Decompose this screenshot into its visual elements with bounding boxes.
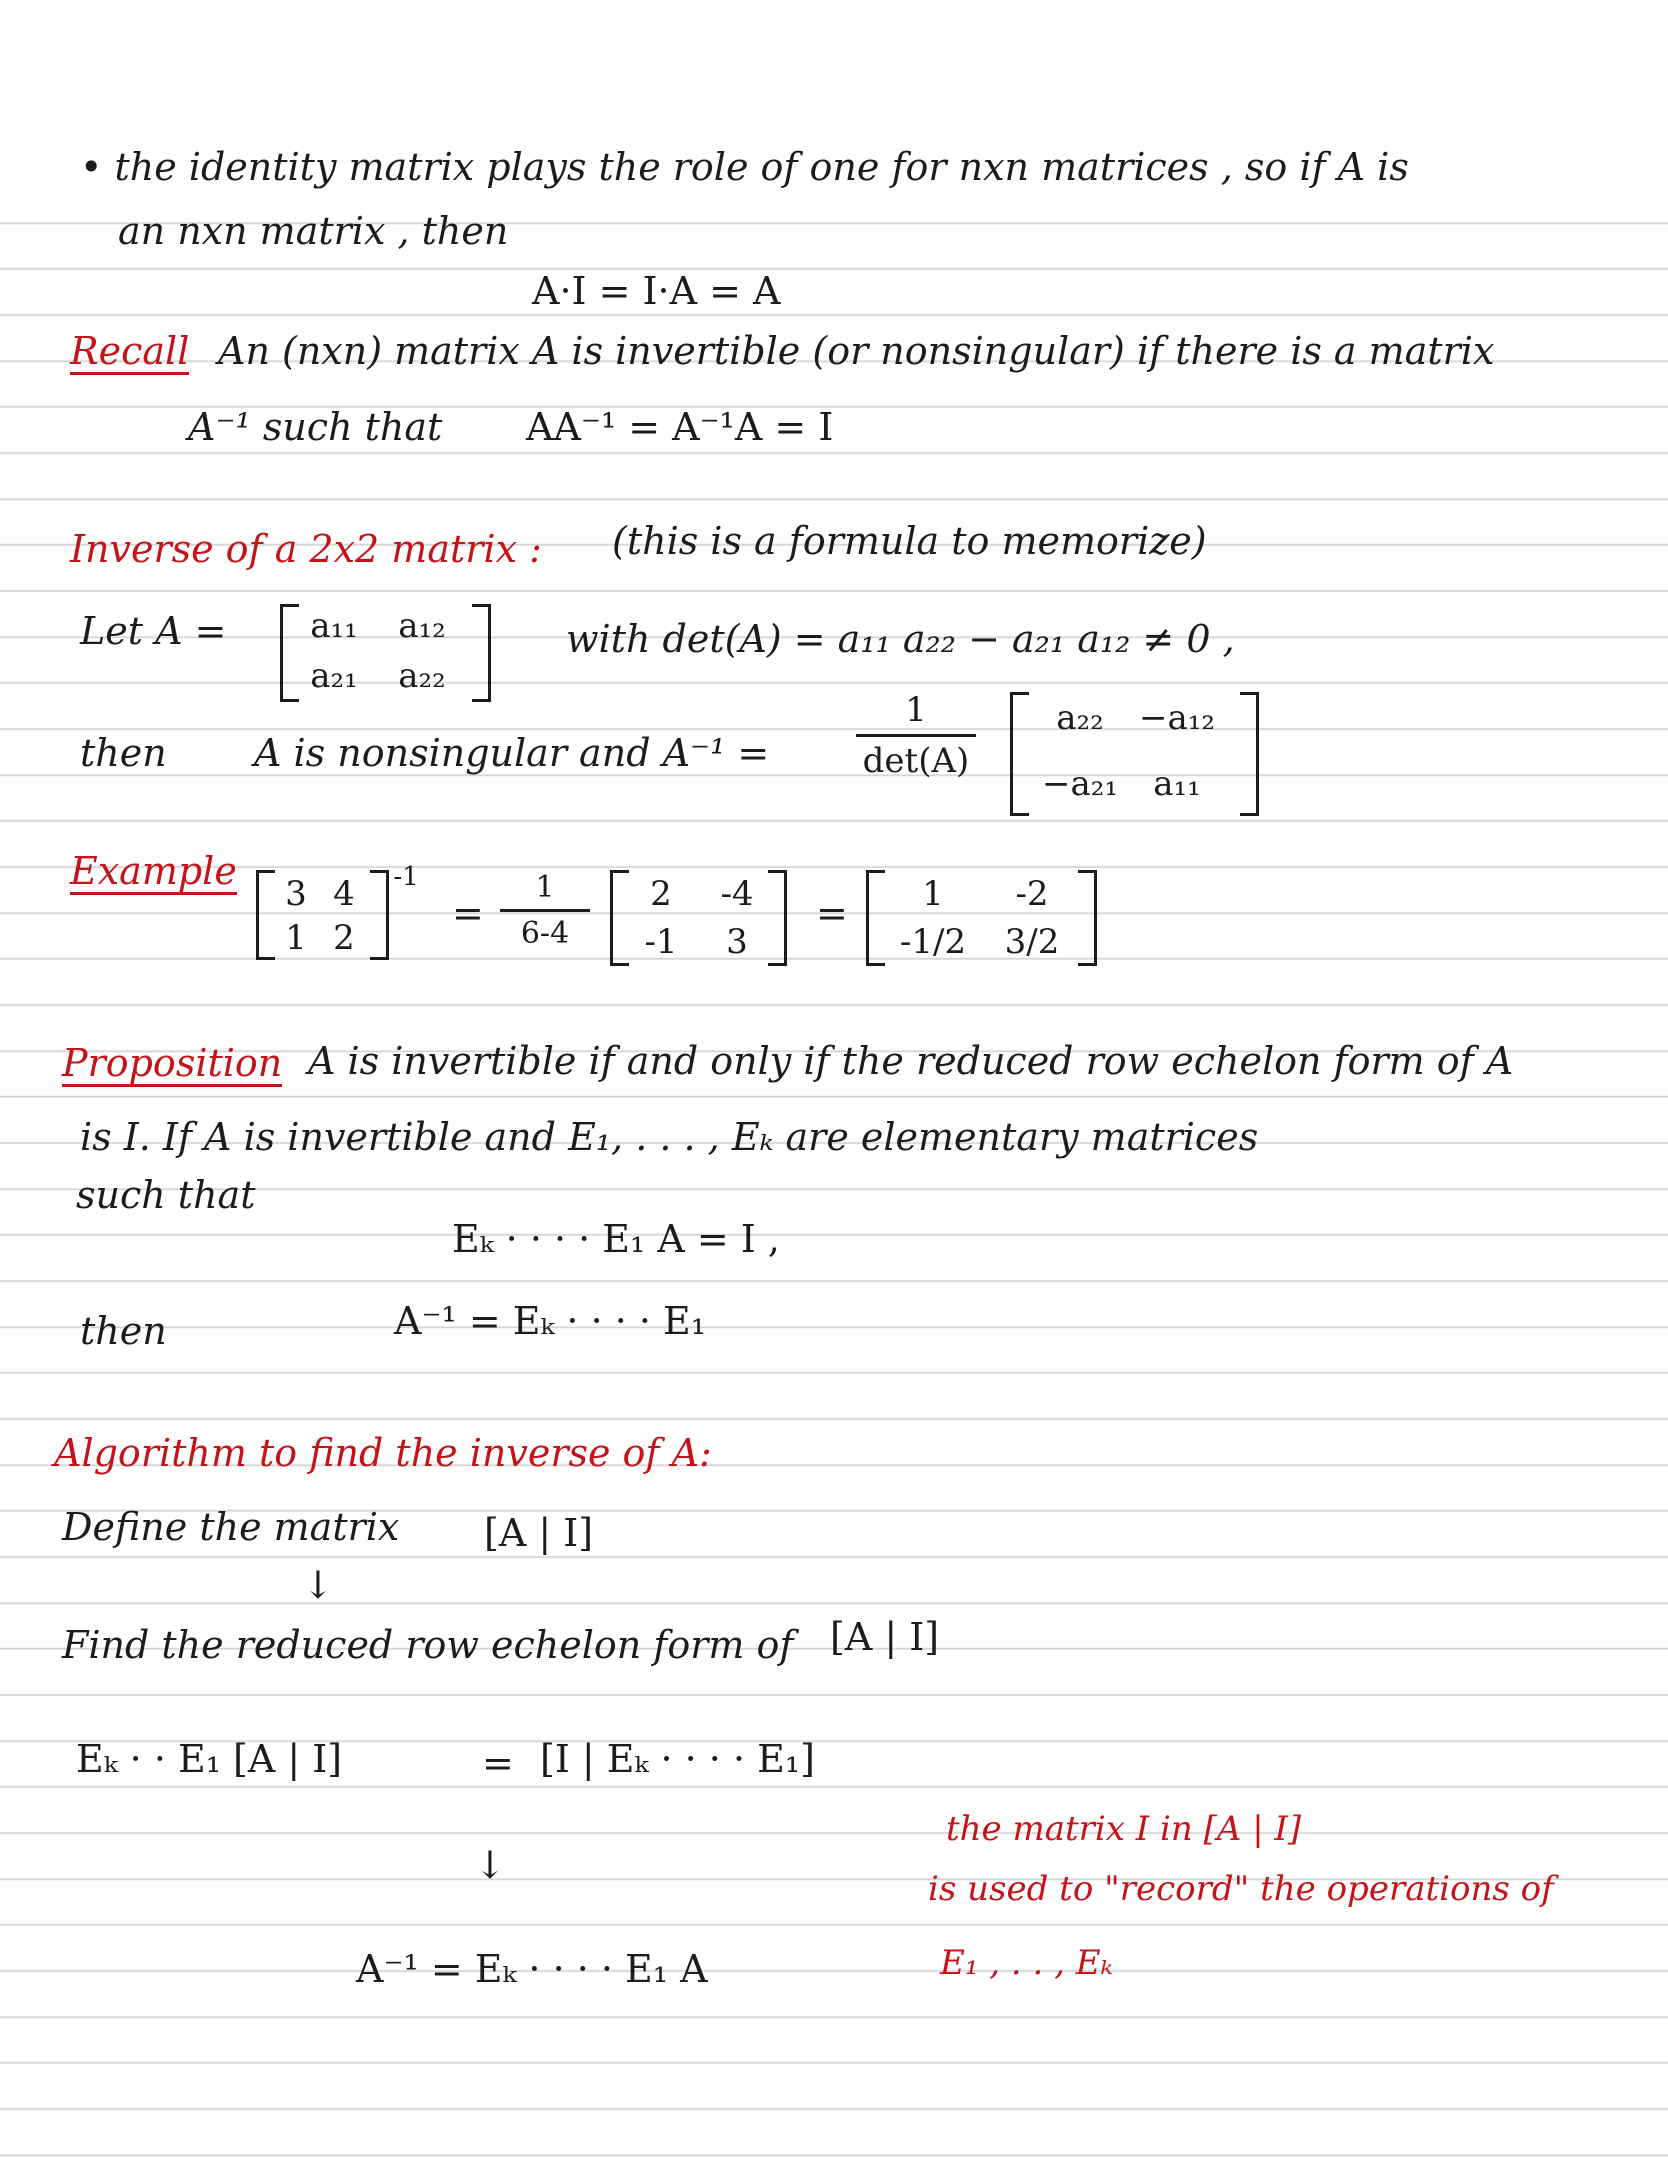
example-adj-right-bracket bbox=[768, 870, 787, 966]
matrix-a-a11: a₁₁ bbox=[310, 606, 358, 646]
proposition-equation-2: A⁻¹ = Eₖ · · · · E₁ bbox=[394, 1299, 707, 1343]
example-adj-11: 2 bbox=[650, 874, 672, 914]
then-label: then bbox=[80, 731, 167, 775]
proposition-line-2: is I. If A is invertible and E₁, . . . , Eₖ are elementary matrices bbox=[80, 1115, 1259, 1159]
example-m11: 3 bbox=[285, 874, 307, 914]
example-res-21: -1/2 bbox=[899, 922, 967, 962]
identity-line-1: • the identity matrix plays the role of one for nxn matrices , so if A is bbox=[80, 145, 1409, 189]
proposition-then: then bbox=[80, 1309, 167, 1353]
matrix-a-right-bracket bbox=[472, 604, 491, 702]
algorithm-find-matrix: [A | I] bbox=[830, 1615, 940, 1659]
example-res-11: 1 bbox=[922, 874, 944, 914]
matrix-a-left-bracket bbox=[280, 604, 299, 702]
identity-line-2: an nxn matrix , then bbox=[118, 209, 509, 253]
recall-definition: An (nxn) matrix A is invertible (or nonsingular) if there is a matrix bbox=[218, 329, 1495, 373]
example-scalar-denominator: 6-4 bbox=[520, 916, 570, 951]
side-note-line-2: is used to "record" the operations of bbox=[928, 1869, 1554, 1909]
proposition-equation-1: Eₖ · · · · E₁ A = I , bbox=[452, 1217, 780, 1261]
inverse-neg-a21: −a₂₁ bbox=[1041, 764, 1119, 804]
identity-equation: A·I = I·A = A bbox=[532, 269, 781, 313]
example-res-22: 3/2 bbox=[1004, 922, 1060, 962]
algorithm-define: Define the matrix bbox=[62, 1505, 400, 1549]
algorithm-heading: Algorithm to find the inverse of A: bbox=[54, 1431, 712, 1475]
recall-equation: AA⁻¹ = A⁻¹A = I bbox=[526, 405, 834, 449]
algorithm-arrow-1: ↓ bbox=[302, 1563, 334, 1607]
fraction-denominator: det(A) bbox=[862, 741, 970, 781]
recall-heading: Recall bbox=[70, 329, 190, 373]
inverse-2x2-note: (this is a formula to memorize) bbox=[612, 519, 1207, 563]
matrix-a-a22: a₂₂ bbox=[398, 656, 446, 696]
example-heading: Example bbox=[70, 849, 237, 893]
inverse-neg-a12: −a₁₂ bbox=[1138, 698, 1216, 738]
example-equals-1: = bbox=[452, 891, 484, 935]
inverse-matrix-right-bracket bbox=[1240, 692, 1259, 816]
algorithm-arrow-2: ↓ bbox=[474, 1843, 506, 1887]
fraction-numerator: 1 bbox=[856, 690, 976, 737]
example-scalar-fraction bbox=[500, 870, 590, 951]
example-adj-left-bracket bbox=[610, 870, 629, 966]
example-adj-12: -4 bbox=[720, 874, 754, 914]
inverse-2x2-heading: Inverse of a 2x2 matrix : bbox=[70, 527, 542, 571]
one-over-det-fraction bbox=[856, 690, 976, 781]
example-result-right-bracket bbox=[1078, 870, 1097, 966]
example-m21: 1 bbox=[285, 918, 307, 958]
example-m22: 2 bbox=[333, 918, 355, 958]
side-note-line-3: E₁ , . . , Eₖ bbox=[940, 1943, 1113, 1983]
example-inverse-exponent: -1 bbox=[393, 862, 419, 892]
algorithm-find: Find the reduced row echelon form of bbox=[62, 1623, 794, 1667]
proposition-line-3: such that bbox=[76, 1173, 256, 1217]
example-scalar-numerator: 1 bbox=[500, 870, 590, 912]
example-m12: 4 bbox=[333, 874, 355, 914]
example-res-12: -2 bbox=[1015, 874, 1049, 914]
let-a: Let A = bbox=[80, 609, 227, 653]
example-equals-2: = bbox=[816, 891, 848, 935]
example-adj-21: -1 bbox=[644, 922, 678, 962]
inverse-a22: a₂₂ bbox=[1056, 698, 1104, 738]
algorithm-step-lhs: Eₖ · · E₁ [A | I] bbox=[76, 1737, 343, 1781]
matrix-a-a21: a₂₁ bbox=[310, 656, 358, 696]
nonsingular-statement: A is nonsingular and A⁻¹ = bbox=[254, 731, 770, 775]
algorithm-step-equals: = bbox=[482, 1741, 514, 1785]
proposition-heading: Proposition bbox=[62, 1041, 283, 1085]
algorithm-define-matrix: [A | I] bbox=[484, 1511, 594, 1555]
example-result-left-bracket bbox=[866, 870, 885, 966]
matrix-a-a12: a₁₂ bbox=[398, 606, 446, 646]
proposition-statement: A is invertible if and only if the reduced row echelon form of A bbox=[308, 1039, 1514, 1083]
example-adj-22: 3 bbox=[726, 922, 748, 962]
algorithm-step-rhs: [I | Eₖ · · · · E₁] bbox=[540, 1737, 815, 1781]
side-note-line-1: the matrix I in [A | I] bbox=[946, 1809, 1302, 1849]
inverse-matrix-left-bracket bbox=[1010, 692, 1029, 816]
example-matrix-left-bracket bbox=[256, 870, 275, 960]
algorithm-result: A⁻¹ = Eₖ · · · · E₁ A bbox=[356, 1947, 708, 1991]
inverse-a11: a₁₁ bbox=[1153, 764, 1201, 804]
det-condition: with det(A) = a₁₁ a₂₂ − a₂₁ a₁₂ ≠ 0 , bbox=[566, 617, 1235, 661]
recall-such-that: A⁻¹ such that bbox=[188, 405, 443, 449]
